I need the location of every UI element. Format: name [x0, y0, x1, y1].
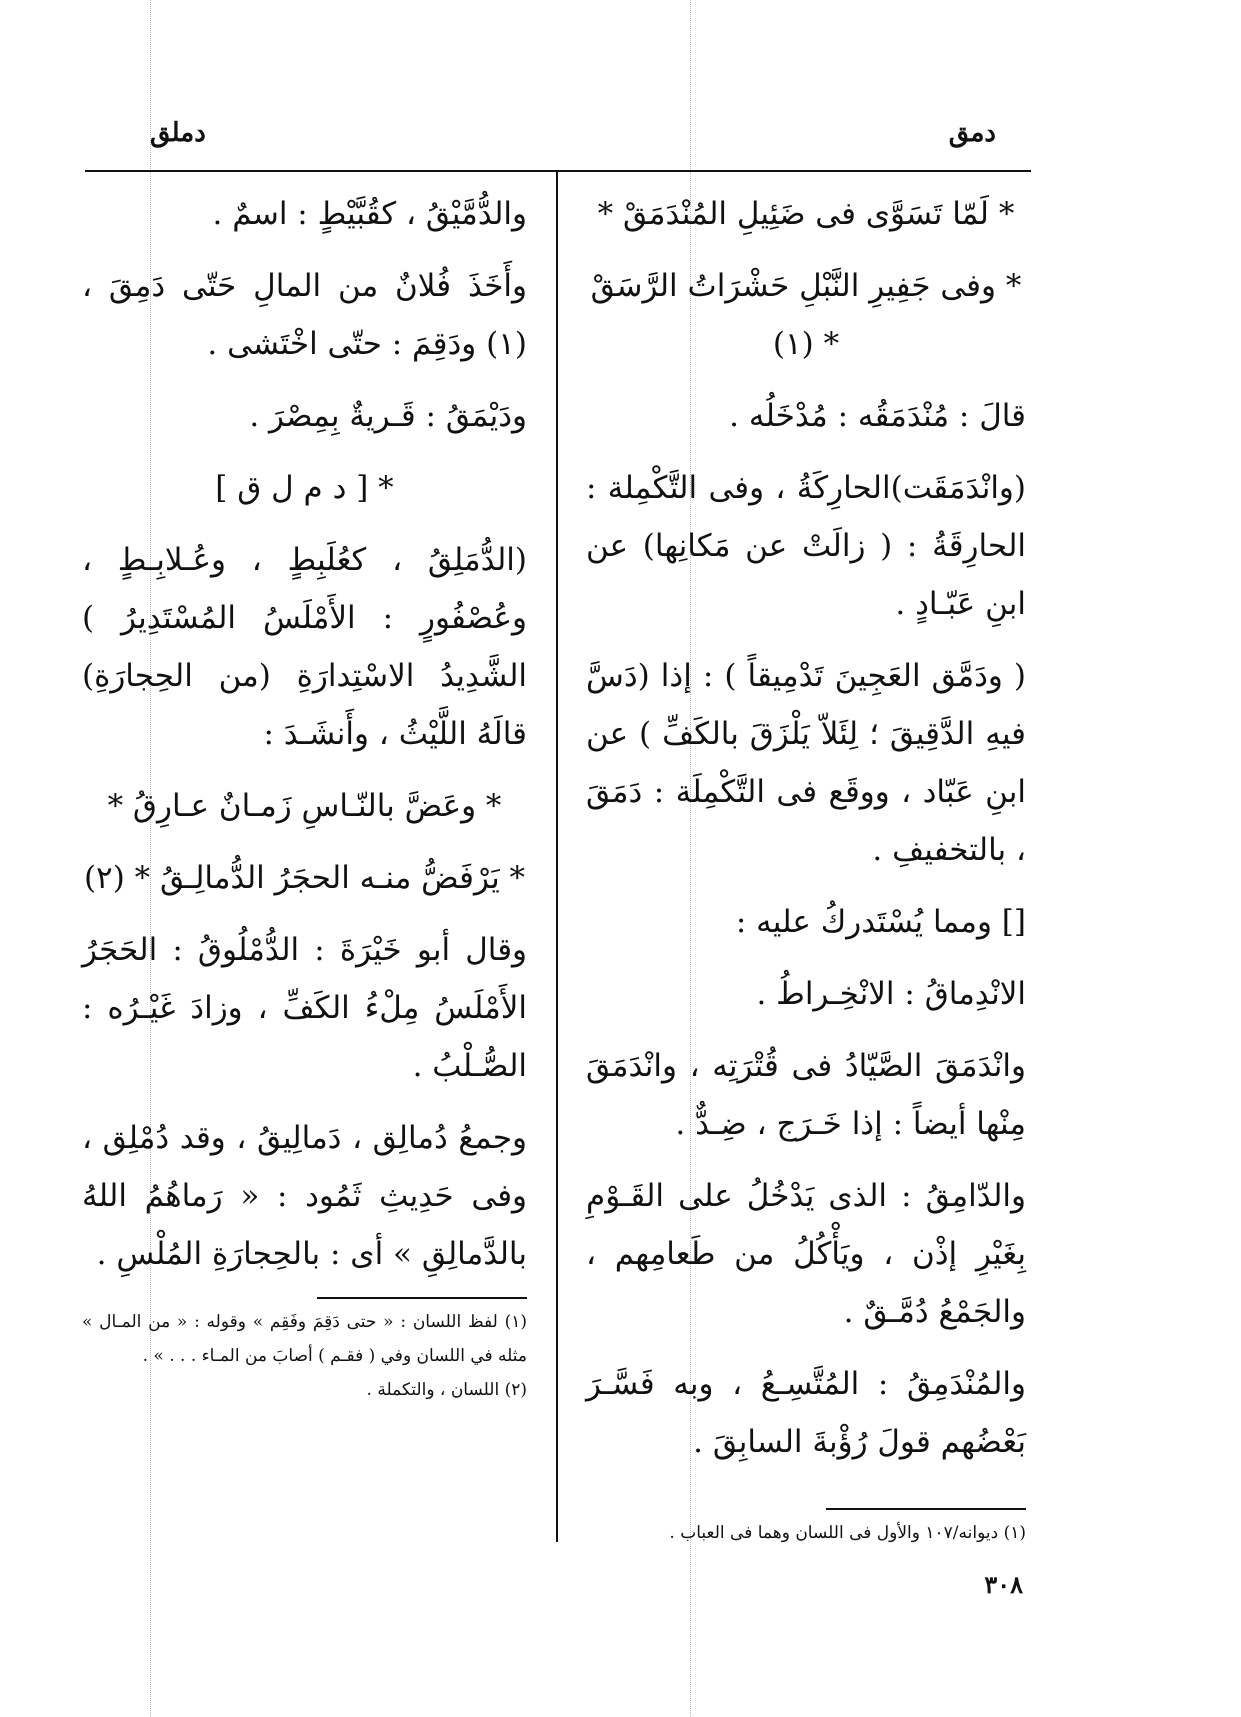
entry-paragraph: قالَ : مُنْدَمَقُه : مُدْخَلُه .: [729, 398, 1026, 434]
entry-paragraph: والدّامِقُ : الذى يَدْخُلُ على القَـوْمِ بِغَيْرِ إذْن ، ويَأْكُلُ من طَعامِهم ، والجَمْعُ دُمَّـقٌ .: [586, 1178, 1026, 1330]
entry-paragraph: ودَيْمَقُ : قَـريةٌ بِمِصْرَ .: [249, 398, 527, 434]
header-rule: [85, 170, 1031, 172]
footnote: (٢) اللسان ، والتكملة .: [366, 1380, 527, 1400]
entry-paragraph: وأَخَذَ فُلانٌ من المالِ حَتّى دَمِقَ ، (١) ودَقِمَ : حتّى اخْتَشى .: [82, 268, 527, 362]
entry-paragraph: ( ودَمَّق العَجِينَ تَدْمِيقاً ) : إذا (دَسَّ فيهِ الدَّقِيقَ ؛ لِئَلاّ يَلْزَقَ بالكَفِّ ) عن ابنِ عَبّاد ، ووقَع فى التَّكْمِلَة : دَمَقَ ، بالتخفيفِ .: [586, 658, 1026, 868]
verse-line: * يَرْفَضُّ منـه الحجَرُ الدُّمالِـقُ * (٢): [83, 860, 526, 896]
entry-paragraph: (الدُّمَلِقُ ، كعُلَبِطٍ ، وعُـلابِـطٍ ، وعُصْفُورٍ : الأَمْلَسُ المُسْتَدِيرُ ) الشَّدِيدُ الاسْتِدارَةِ (من الحِجارَةِ) قالَهُ اللَّيْثُ ، وأَنشَـدَ :: [82, 542, 527, 752]
entry-paragraph: [] ومما يُسْتَدركُ عليه :: [735, 904, 1026, 940]
page-number: ٣٠٨: [984, 1570, 1023, 1599]
entry-paragraph: وانْدَمَقَ الصَّيّادُ فى قُتْرَتِه ، وانْدَمَقَ مِنْها أيضاً : إذا خَـرَج ، ضِـدٌّ .: [586, 1048, 1026, 1142]
footnotes-left: [82, 1305, 527, 1407]
footnote: (١) لفظ اللسان : « حتى دَقِمَ وفَقِم » وقوله : « من المـال » مثله في اللسان وفي ( فقـم ) أصابَ من المـاء . . . » .: [82, 1312, 527, 1366]
verse-line: * لَمّا تَسَوَّى فى ضَئِيلِ المُنْدَمَقْ *: [597, 196, 1015, 232]
running-header-right: دمق: [948, 118, 996, 148]
entry-paragraph: الانْدِماقُ : الانْخِـراطُ .: [756, 976, 1026, 1012]
verse-line: * وفى جَفِيرِ النَّبْلِ حَشْرَاتُ الرَّسَقْ * (١): [590, 268, 1022, 362]
footnote-rule-left: [317, 1297, 527, 1299]
entry-paragraph: والمُنْدَمِقُ : المُتَّسِـعُ ، وبه فَسَّـرَ بَعْضُهم قولَ رُؤْبةَ السابِقَ .: [586, 1366, 1026, 1460]
column-divider: [556, 172, 558, 1542]
entry-heading: * [ د م ل ق ]: [215, 470, 394, 506]
right-column: [586, 185, 1026, 1485]
entry-paragraph: وقال أبو خَيْرَةَ : الدُّمْلُوقُ : الحَجَرُ الأَمْلَسُ مِلْءُ الكَفِّ ، وزادَ غَيْـرُه : الصُّـلْبُ .: [82, 932, 527, 1084]
entry-paragraph: والدُّمَّيْقُ ، كقُبَّيْطٍ : اسمٌ .: [212, 196, 527, 232]
left-column: [82, 185, 527, 1407]
verse-line: * وعَضَّ بالنّـاسِ زَمـانٌ عـارِقُ *: [107, 788, 502, 824]
entry-paragraph: وجمعُ دُمالِق ، دَمالِيقُ ، وقد دُمْلِق ، وفى حَدِيثِ ثَمُود : « رَماهُمُ اللهُ بالدَّمالِقِ » أى : بالحِجارَةِ المُلْسِ .: [82, 1120, 527, 1272]
footnote-right: (١) ديوانه/١٠٧ والأول فى اللسان وهما فى العباب .: [669, 1523, 1026, 1543]
entry-paragraph: (وانْدَمَقَت)الحارِكَةُ ، وفى التَّكْمِلة : الحارِقَةُ : ( زالَتْ عن مَكانِها) عن ابنِ عَبّـادٍ .: [586, 470, 1026, 622]
running-header-left: دملق: [150, 118, 206, 148]
footnote-rule-right: [826, 1508, 1026, 1510]
